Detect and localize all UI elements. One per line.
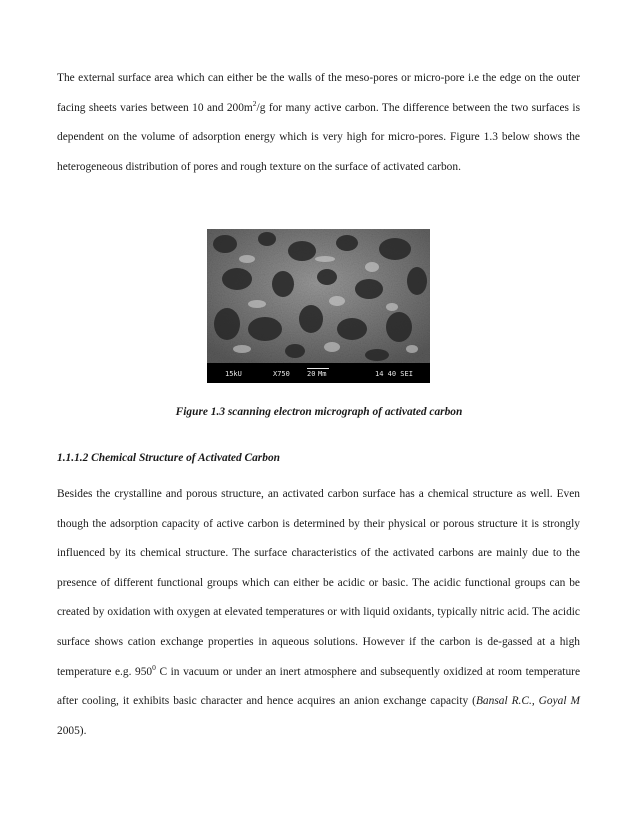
sem-scale-bar (307, 368, 329, 369)
superscript-0: 0 (152, 662, 156, 672)
section-heading: 1.1.1.2 Chemical Structure of Activated Carbon (57, 452, 280, 464)
sem-micrograph-image (207, 229, 430, 383)
paragraph2-text-b: C in vacuum or under an inert atmosphere and subsequently oxidized at room temperature after cooling, it exhibits basic character and hence acquires an anion exchange capacity ( (57, 665, 580, 708)
citation-authors: Bansal R.C., Goyal M (475, 695, 580, 708)
sem-working-label: 14 40 SEI (375, 370, 413, 378)
paragraph-chemical-structure (57, 480, 580, 746)
sem-scale-value: 20 (307, 370, 316, 378)
figure-caption: Figure 1.3 scanning electron micrograph of activated carbon (175, 406, 463, 418)
superscript-2: 2 (252, 98, 257, 108)
sem-magnification-label: X750 (273, 370, 290, 378)
paragraph-external-surface (57, 64, 580, 182)
paragraph1-text-b: /g for many active carbon. The difference between the two surfaces is dependent on the volume of adsorption energy which is very high for micro-pores. Figure 1.3 below shows the heterogeneous distribution of pores and rough texture on the surface of activated carbon. (57, 101, 580, 173)
paragraph1-text-a: The external surface area which can either be the walls of the meso-pores or micro-pore i.e the edge on the outer facing sheets varies between 10 and 200m (57, 72, 580, 114)
sem-voltage-label: 15kU (225, 370, 242, 378)
paragraph2-text-a: Besides the crystalline and porous structure, an activated carbon surface has a chemical structure as well. Even though the adsorption capacity of active carbon is determined by their physical or porous structure it is strongly influenced by its chemical structure. The surface characteristics of the activated carbons are mainly due to the presence of different functional groups which can either be acidic or basic. The acidic functional groups can be created by oxidation with oxygen at elevated temperatures or with liquid oxidants, typically nitric acid. The acidic surface shows cation exchange properties in aqueous solutions. However if the carbon is de-gassed at a high temperature e.g. 950 (57, 488, 580, 678)
sem-scale-unit: Mm (318, 370, 327, 378)
micrograph-illustration (207, 229, 430, 383)
paragraph2-text-c: 2005). (57, 724, 87, 737)
